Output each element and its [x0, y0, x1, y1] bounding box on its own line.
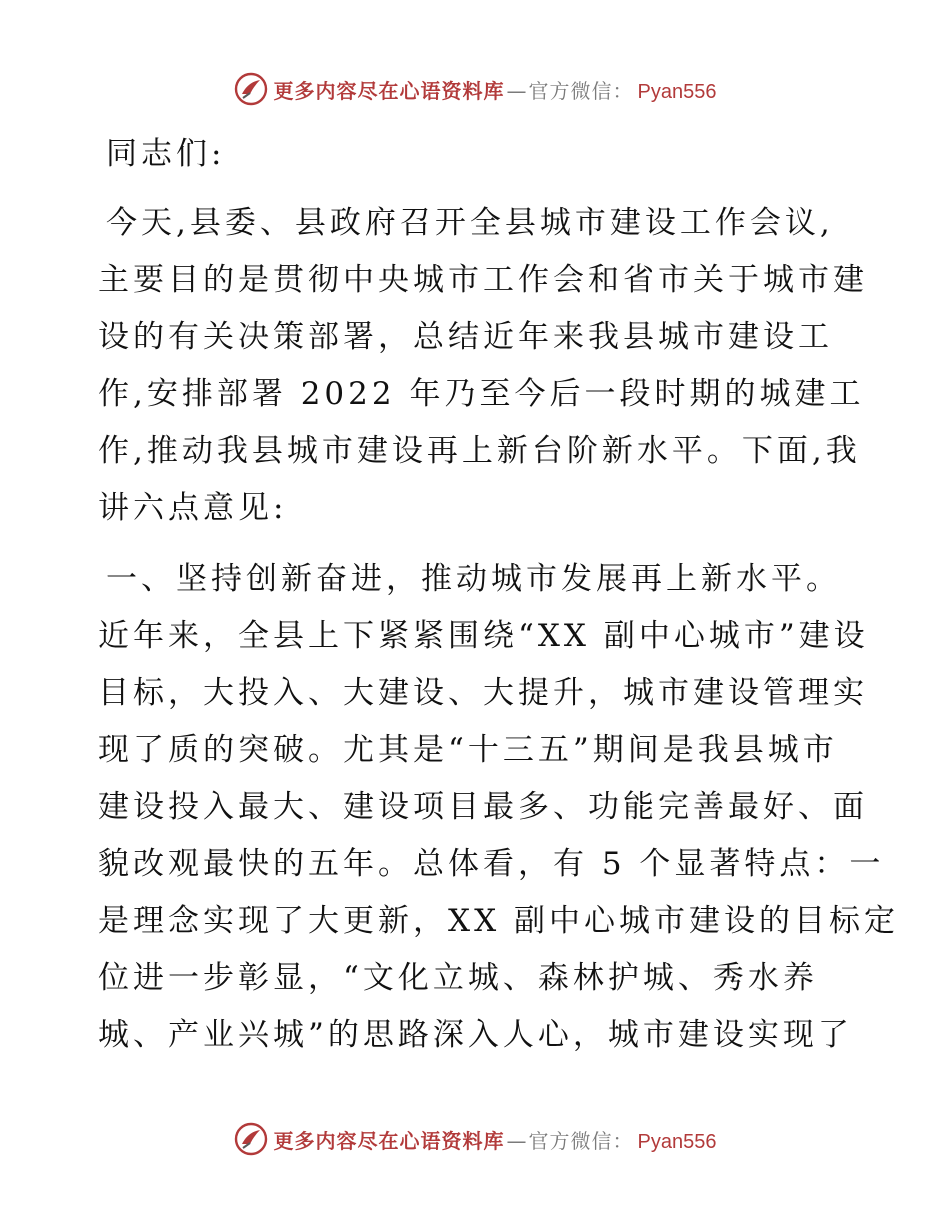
- text-line: 作,推动我县城市建设再上新台阶新水平。下面,我: [98, 433, 861, 469]
- watermark-wechat-id: Pyan556: [637, 1130, 717, 1153]
- text-line: 位进一步彰显，“文化立城、森林护城、秀水养: [98, 960, 818, 996]
- watermark-footer: [0, 1122, 950, 1156]
- text-line: 主要目的是贯彻中央城市工作会和省市关于城市建: [98, 262, 868, 298]
- text-line: 目标，大投入、大建设、大提升，城市建设管理实: [98, 675, 868, 711]
- text-line: 作,安排部署 2022 年乃至今后一段时期的城建工: [98, 376, 865, 412]
- paragraph-section-one: [98, 551, 899, 1064]
- watermark-official-label: 官方微信：: [528, 78, 634, 103]
- text-line: 近年来，全县上下紧紧围绕“XX 副中心城市”建设: [98, 618, 869, 654]
- book-quill-logo: [234, 1122, 268, 1156]
- section-heading: 一、坚持创新奋进，推动城市发展再上新水平。: [106, 561, 841, 597]
- book-quill-logo: [234, 72, 268, 106]
- watermark-dash: —: [506, 78, 527, 103]
- watermark-text: [274, 75, 717, 104]
- text-line: 是理念实现了大更新，XX 副中心城市建设的目标定: [98, 903, 899, 939]
- watermark-text: [274, 1125, 717, 1154]
- watermark-dash: —: [506, 1128, 527, 1153]
- text-line: 讲六点意见:: [98, 490, 288, 526]
- watermark-main-text: 更多内容尽在心语资料库: [273, 1128, 505, 1153]
- watermark-main-text: 更多内容尽在心语资料库: [273, 78, 505, 103]
- watermark-header: [0, 72, 950, 106]
- paragraph-intro: [98, 195, 868, 537]
- greeting: 同志们:: [106, 136, 226, 172]
- text-line: 城、产业兴城”的思路深入人心，城市建设实现了: [98, 1017, 853, 1053]
- text-line: 建设投入最大、建设项目最多、功能完善最好、面: [98, 789, 868, 825]
- watermark-official-label: 官方微信：: [528, 1128, 634, 1153]
- document-body: [98, 126, 899, 1078]
- text-line: 貌改观最快的五年。总体看，有 5 个显著特点：一: [98, 846, 885, 882]
- watermark-wechat-id: Pyan556: [637, 80, 717, 103]
- text-line: 现了质的突破。尤其是“十三五”期间是我县城市: [98, 732, 838, 768]
- text-line: 设的有关决策部署，总结近年来我县城市建设工: [98, 319, 833, 355]
- text-line: 今天,县委、县政府召开全县城市建设工作会议,: [106, 205, 834, 241]
